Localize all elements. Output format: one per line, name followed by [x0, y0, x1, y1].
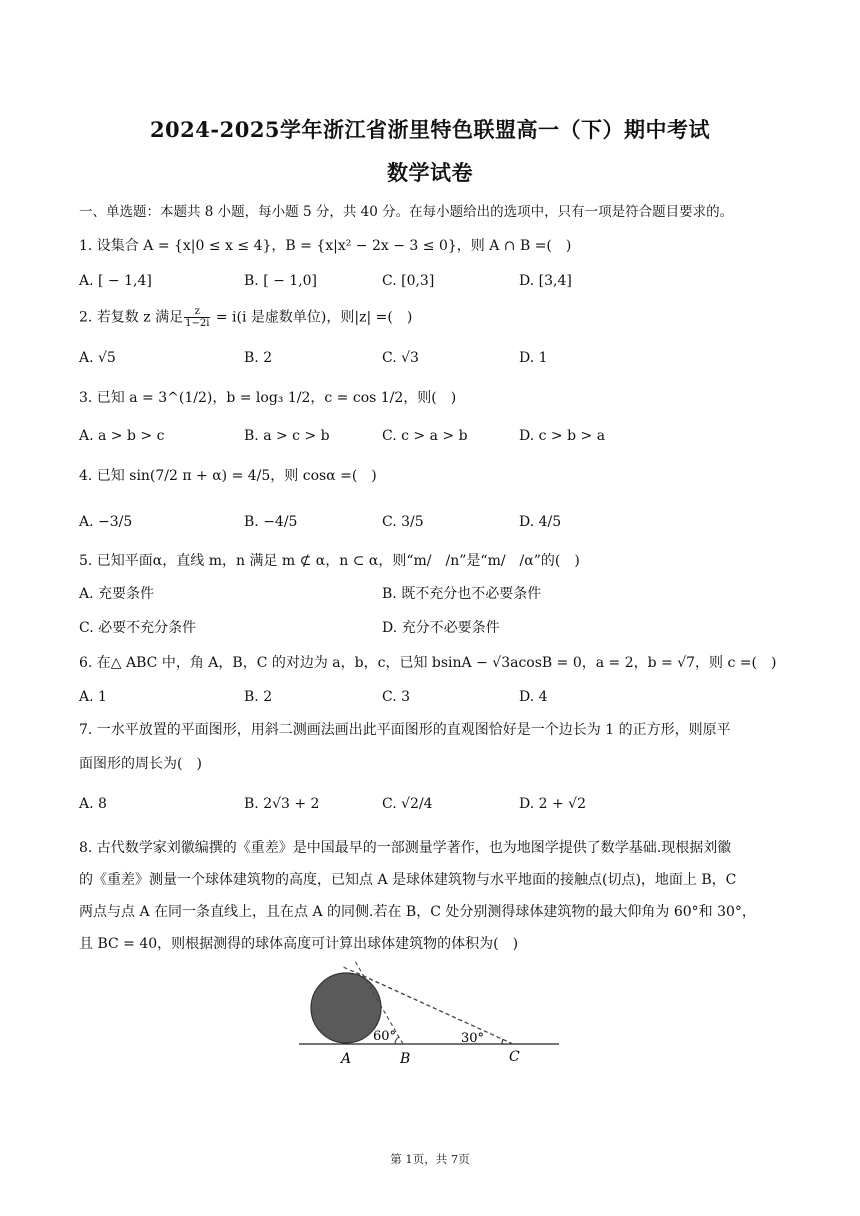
question-3-stem: 3. 已知 a = 3^(1/2)，b = log₃ 1/2，c = cos 1/2，则( ): [79, 390, 457, 406]
point-label-b: B: [400, 1051, 411, 1067]
q2-frac-num: z: [184, 306, 210, 318]
q2-option-b: B. 2: [244, 350, 273, 366]
q2-option-a: A. √5: [79, 350, 116, 366]
question-5-stem: 5. 已知平面α，直线 m，n 满足 m ⊄ α，n ⊂ α，则“m/ /n”是“m/ /α”的( ): [79, 553, 580, 569]
q7-option-a: A. 8: [79, 796, 107, 812]
page-title: 2024-2025学年浙江省浙里特色联盟高一（下）期中考试: [149, 117, 711, 142]
q6-option-a: A. 1: [79, 689, 107, 705]
q7-option-c: C. √2/4: [382, 796, 433, 812]
q1-option-d: D. [3,4]: [519, 273, 572, 289]
q1-option-c: C. [0,3]: [382, 273, 435, 289]
question-1-stem: 1. 设集合 A = {x|0 ≤ x ≤ 4}，B = {x|x² − 2x − 3 ≤ 0}，则 A ∩ B =( ): [79, 238, 572, 254]
q2-option-d: D. 1: [519, 350, 548, 366]
question-8-line2: 的《重差》测量一个球体建筑物的高度，已知点 A 是球体建筑物与水平地面的接触点(切点)，地面上 B，C: [79, 872, 737, 888]
question-4-stem: 4. 已知 sin(7/2 π + α) = 4/5，则 cosα =( ): [79, 468, 377, 484]
question-7-stem-line2: 面图形的周长为( ): [79, 756, 202, 772]
q2-fraction: [184, 306, 210, 329]
question-6-stem: 6. 在△ ABC 中，角 A，B，C 的对边为 a，b，c，已知 bsinA − √3acosB = 0，a = 2，b = √7，则 c =( ): [79, 655, 777, 671]
sphere-building: [311, 973, 381, 1043]
angle-label-b: 60°: [373, 1029, 397, 1044]
angle-arc-c: [502, 1039, 503, 1044]
q3-option-b: B. a > c > b: [244, 428, 330, 444]
q6-option-b: B. 2: [244, 689, 273, 705]
q7-option-d: D. 2 + √2: [519, 796, 586, 812]
q3-option-c: C. c > a > b: [382, 428, 468, 444]
q2-frac-den: 1−2i: [185, 318, 210, 329]
q5-option-b: B. 既不充分也不必要条件: [382, 586, 542, 602]
question-8-line3: 两点与点 A 在同一条直线上，且在点 A 的同侧.若在 B，C 处分别测得球体建筑物的最大仰角为 60°和 30°，: [79, 904, 756, 920]
q2-option-c: C. √3: [382, 350, 419, 366]
q4-option-c: C. 3/5: [382, 514, 424, 530]
q2-stem-suffix: = i(i 是虚数单位)，则|z| =( ): [211, 309, 413, 326]
q4-option-d: D. 4/5: [519, 514, 562, 530]
q1-option-a: A. [ − 1,4]: [79, 273, 152, 289]
question-8-line4: 且 BC = 40，则根据测得的球体高度可计算出球体建筑物的体积为( ): [79, 936, 519, 952]
q5-option-c: C. 必要不充分条件: [79, 620, 197, 636]
q3-option-d: D. c > b > a: [519, 428, 606, 444]
q3-option-a: A. a > b > c: [79, 428, 165, 444]
question-7-stem-line1: 7. 一水平放置的平面图形，用斜二测画法画出此平面图形的直观图恰好是一个边长为 1 的正方形，则原平: [79, 722, 731, 738]
q7-option-b: B. 2√3 + 2: [244, 796, 320, 812]
angle-label-c: 30°: [461, 1031, 485, 1046]
section-heading: 一、单选题：本题共 8 小题，每小题 5 分，共 40 分。在每小题给出的选项中，只有一项是符合题目要求的。: [79, 204, 734, 220]
q2-stem-prefix: 2. 若复数 z 满足: [79, 309, 184, 326]
q6-option-c: C. 3: [382, 689, 411, 705]
q5-option-d: D. 充分不必要条件: [382, 620, 500, 636]
q4-option-b: B. −4/5: [244, 514, 298, 530]
q6-option-d: D. 4: [519, 689, 548, 705]
sphere-building-figure: [295, 958, 565, 1070]
question-8-line1: 8. 古代数学家刘徽编撰的《重差》是中国最早的一部测量学著作，也为地图学提供了数学基础.现根据刘徽: [79, 840, 732, 856]
page-subtitle: 数学试卷: [387, 160, 473, 185]
q1-option-b: B. [ − 1,0]: [244, 273, 318, 289]
q4-option-a: A. −3/5: [79, 514, 133, 530]
point-label-a: A: [341, 1051, 352, 1067]
page-footer: 第 1页，共 7页: [390, 1152, 470, 1166]
question-2-stem: [79, 306, 412, 329]
point-label-c: C: [509, 1049, 520, 1065]
q5-option-a: A. 充要条件: [79, 586, 155, 602]
